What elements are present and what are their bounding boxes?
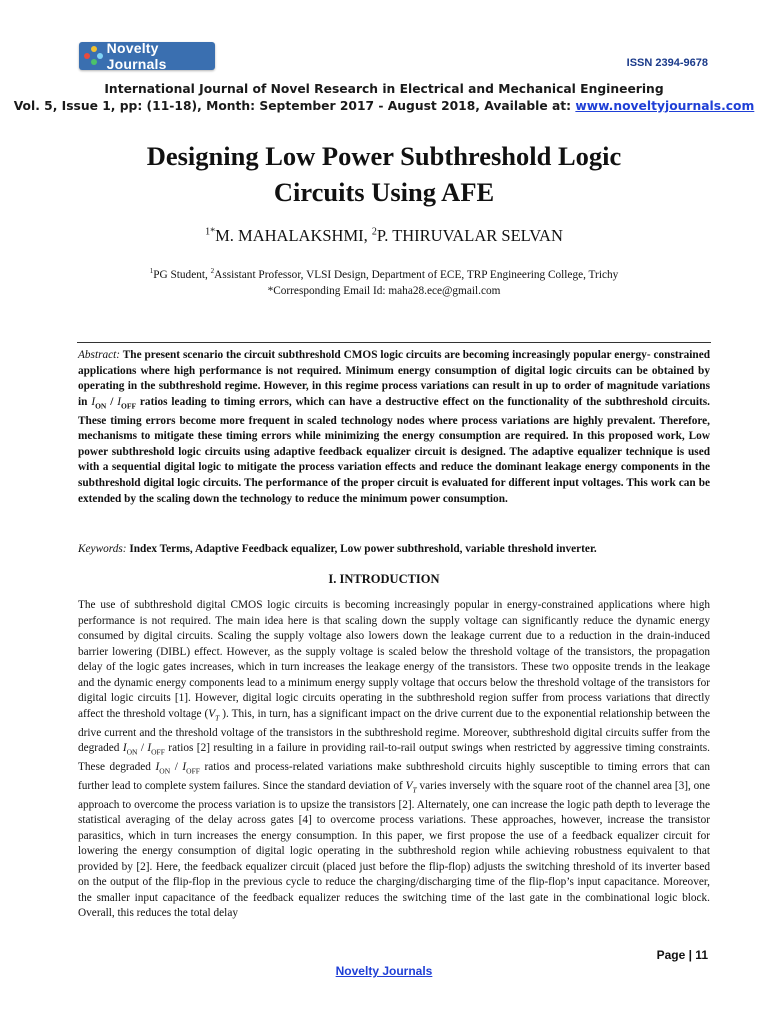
author-2: P. THIRUVALAR SELVAN — [376, 226, 563, 245]
footer — [0, 964, 768, 978]
affil-sup-2: 2 — [210, 267, 215, 275]
title-line-2: Circuits Using AFE — [273, 177, 495, 207]
author-list — [0, 226, 768, 246]
publisher-logo — [79, 42, 215, 70]
title-line-1: Designing Low Power Subthreshold Logic — [146, 141, 622, 171]
keywords — [78, 543, 710, 555]
journal-name: International Journal of Novel Research in Electrical and Mechanical Engineering — [104, 82, 664, 96]
abstract-text: The present scenario the circuit subthreshold CMOS logic circuits are becoming increasingly popular energy- constrained applications where high performance is not required. Minimum energy consumption of digital logic circuits can be obtained by operating in the subthreshold regime. However, in this regime process variations can result in up to order of magnitude variations in $I_{ON} / I_{OFF}$ ratios leading to timing errors, which can have a destructive effect on the functionality of the subthreshold circuits. These timing errors become more frequent in scaled technology nodes where process variations are highly prevalent. Therefore, mechanisms to mitigate these timing errors while minimizing the energy consumption are required. In this proposed work, Low power subthreshold logic circuits using adaptive feedback equalizer circuit is designed. The adaptive equalizer technique is used with a sequential digital logic to mitigate the process variation effects and reduce the dominant leakage energy components in the subthreshold digital logic circuits. The performance of the proper circuit is evaluated for different input voltages. This work can be extended by the scaling down the technology to reduce the minimum power consumption. — [78, 349, 710, 505]
page-number: Page | 11 — [656, 948, 708, 962]
logo-text: Novelty Journals — [106, 40, 167, 72]
website-link[interactable]: www.noveltyjournals.com — [575, 99, 755, 113]
corresponding-email: *Corresponding Email Id: maha28.ece@gmail.com — [267, 284, 501, 297]
issn-label: ISSN 2394-9678 — [626, 57, 708, 69]
volume-line — [0, 99, 768, 113]
author1-sup: 1* — [205, 226, 216, 238]
abstract-label: Abstract: — [78, 349, 121, 361]
affil-sup-1: 1 — [149, 267, 154, 275]
affil-part-2: Assistant Professor, VLSI Design, Department of ECE, TRP Engineering College, Trichy — [214, 268, 619, 281]
molecule-icon — [84, 46, 103, 66]
affiliation — [0, 263, 768, 299]
author2-sup: 2 — [371, 226, 377, 238]
keywords-label: Keywords: — [78, 543, 127, 555]
section-heading: I. INTRODUCTION — [328, 572, 440, 586]
affil-part-1: PG Student, — [153, 268, 211, 281]
intro-paragraph: The use of subthreshold digital CMOS logic circuits is becoming increasingly popular in energy-constrained applications where high performance is not required. The main idea here is that scaling down the supply voltage can significantly reduce the dynamic energy consumed by digital circuits. Scaling the supply voltage also lowers down the leakage current due to a reduction in the drain-induced barrier lowering (DIBL) effect. However, as the supply voltage is scaled below the threshold voltage of the transistors, the propagation delay of the logic gates increases, which in turn increases the leakage energy of the transistors. These two opposite trends in the leakage and the dynamic energy components lead to a minimum energy supply voltage that occurs below the threshold voltage of the transistors for digital logic circuits [1]. However, digital logic circuits operating in the subthreshold region suffer from process variations that directly affect the threshold voltage ($V_T$ ). This, in turn, has a significant impact on the drive current due to the exponential relationship between the drive current and the threshold voltage of the transistors in the subthreshold regime. Moreover, subthreshold digital circuits suffer from the degraded $I_{ON} / I_{OFF}$ ratios [2] resulting in a failure in providing rail-to-rail output swings when restricted by aggressive timing constraints. These degraded $I_{ON} / I_{OFF}$ ratios and process-related variations make subthreshold circuits highly susceptible to timing errors that can further lead to complete system failures. Since the standard deviation of $V_T$ varies inversely with the square root of the channel area [3], one approach to overcome the process variation is to upsize the transistors [2]. Alternately, one can increase the logic path depth to leverage the statistical averaging of the delay across gates [4] to overcome process variations. These approaches, however, increase the transistor parasitics, which in turn increases the energy consumption. In this paper, we first propose the use of a feedback equalizer circuit for lowering the energy consumption of digital logic operating in the subthreshold region while achieving robustness equivalent to that provided by [2]. Here, the feedback equalizer circuit (placed just before the flip-flop) adjusts the switching threshold of its inverter based on the output of the flip-flop in the previous cycle to reduce the charging/discharging time of the flip-flop’s input capacitance. Moreover, the smaller input capacitance of the feedback equalizer reduces the switching time of the last gate in the combinational logic block. Overall, this reduces the total delay — [78, 599, 710, 920]
keywords-text: Index Terms, Adaptive Feedback equalizer, Low power subthreshold, variable threshold inverter. — [126, 543, 597, 555]
paper-title — [60, 138, 708, 210]
publisher-footer-link[interactable]: Novelty Journals — [335, 964, 433, 978]
body-text — [78, 598, 710, 922]
abstract — [78, 348, 710, 507]
abstract-top-rule — [77, 342, 711, 343]
volume-text: Vol. 5, Issue 1, pp: (11-18), Month: September 2017 - August 2018, Available at: — [13, 99, 576, 113]
author-1: M. MAHALAKSHMI, — [215, 226, 372, 245]
